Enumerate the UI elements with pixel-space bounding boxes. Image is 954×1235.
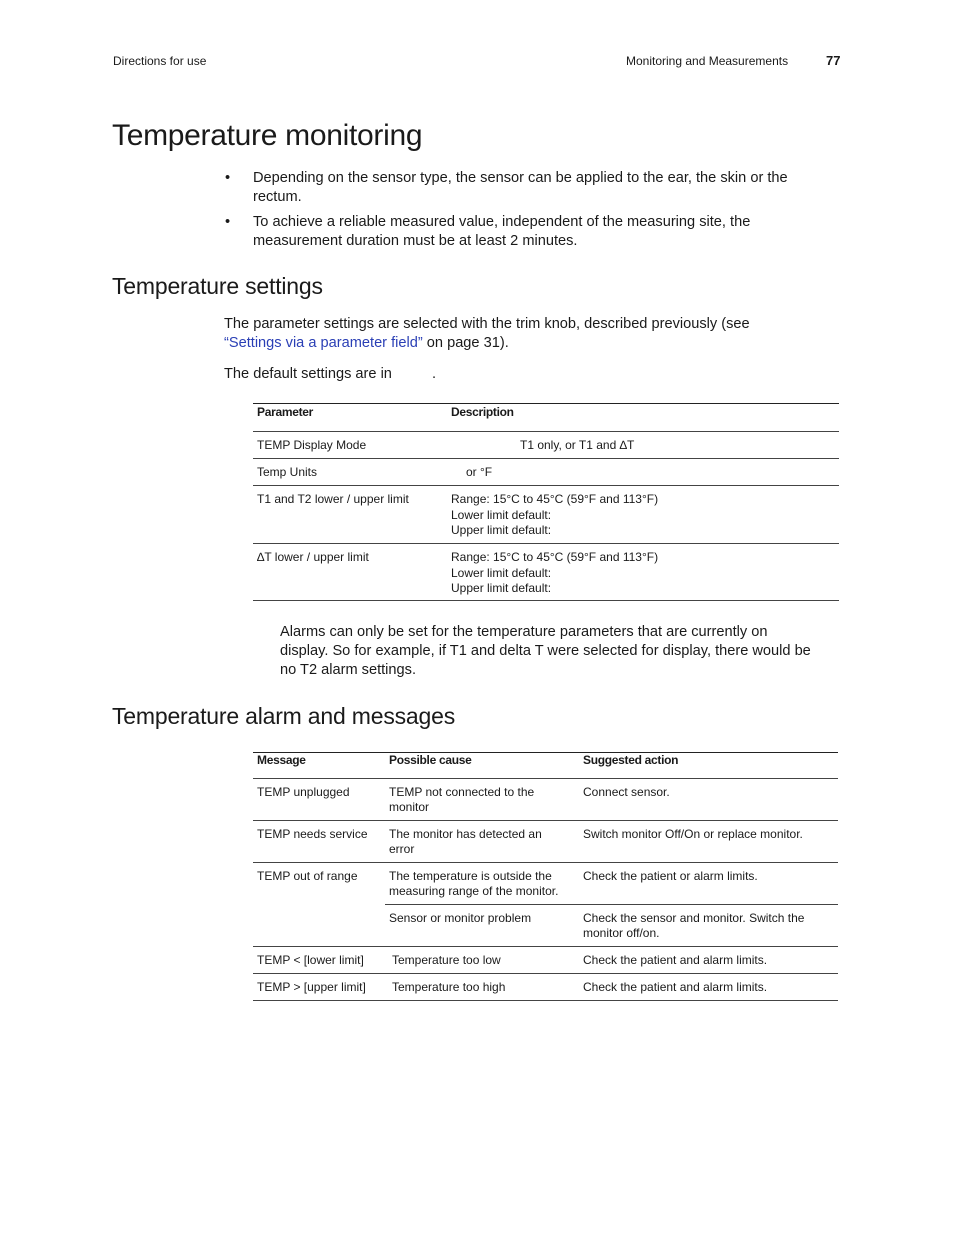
message-cell: TEMP unplugged [253, 779, 385, 821]
table-row [253, 779, 838, 821]
action-line: Switch monitor Off/On or replace monitor. [583, 827, 803, 841]
cause-cell [385, 974, 579, 1001]
desc-line: T1 only, or T1 and ∆T [520, 438, 635, 452]
col-header-parameter: Parameter [253, 404, 447, 432]
page-number: 77 [826, 53, 841, 68]
note-line: no T2 alarm settings. [280, 662, 417, 678]
table-row [253, 459, 839, 486]
desc-cell [447, 459, 839, 486]
table-row [253, 974, 838, 1001]
intro-rest: on page 31). [422, 335, 509, 351]
desc-cell [447, 486, 839, 544]
desc-cell [447, 544, 839, 601]
cause-line: TEMP not connected to the [389, 785, 535, 799]
bullet-line: measurement duration must be at least 2 minutes. [253, 233, 578, 249]
desc-cell [447, 432, 839, 459]
param-cell: Temp Units [253, 459, 447, 486]
cause-line: Temperature too high [392, 980, 506, 994]
desc-line: Range: 15°C to 45°C (59°F and 113°F) [451, 550, 659, 564]
cause-line: Sensor or monitor problem [389, 911, 532, 925]
intro-line-2 [224, 334, 844, 353]
cause-cell [385, 905, 579, 947]
param-cell: T1 and T2 lower / upper limit [253, 486, 447, 544]
action-line: Check the patient or alarm limits. [583, 869, 758, 883]
intro-line: The parameter settings are selected with the trim knob, described previously (see [224, 316, 750, 332]
param-cell: ∆T lower / upper limit [253, 544, 447, 601]
action-cell [579, 947, 838, 974]
settings-intro [224, 315, 844, 353]
col-header-action: Suggested action [579, 753, 838, 779]
message-cell: TEMP needs service [253, 821, 385, 863]
bullet-icon: • [225, 214, 231, 230]
action-line: monitor off/on. [583, 926, 660, 940]
running-header-left: Directions for use [113, 54, 207, 68]
section-heading-alarms: Temperature alarm and messages [112, 703, 455, 729]
cause-cell [385, 779, 579, 821]
note-line: Alarms can only be set for the temperature parameters that are currently on [280, 624, 768, 640]
table-row [253, 486, 839, 544]
section-heading-settings: Temperature settings [112, 273, 323, 299]
action-cell [579, 863, 838, 905]
bullet-line: rectum. [253, 189, 302, 205]
running-header-section: Monitoring and Measurements [626, 54, 789, 68]
message-cell: TEMP > [upper limit] [253, 974, 385, 1001]
bullet-line: Depending on the sensor type, the sensor can be applied to the ear, the skin or the [253, 170, 788, 186]
param-cell: TEMP Display Mode [253, 432, 447, 459]
cause-cell [385, 863, 579, 905]
table-header-row [253, 753, 838, 779]
defaults-period: . [432, 366, 437, 382]
defaults-line [224, 365, 436, 384]
action-line: Check the patient and alarm limits. [583, 953, 768, 967]
col-header-cause: Possible cause [385, 753, 579, 779]
settings-table [253, 403, 839, 601]
action-cell [579, 974, 838, 1001]
cause-line: error [389, 842, 415, 856]
bullet-icon: • [225, 170, 231, 186]
table-row [253, 432, 839, 459]
col-header-message: Message [253, 753, 385, 779]
cause-line: monitor [389, 800, 430, 814]
alarm-table [253, 752, 838, 1001]
settings-link[interactable]: “Settings via a parameter field” [224, 335, 423, 351]
bullet-line: To achieve a reliable measured value, independent of the measuring site, the [253, 214, 751, 230]
message-cell: TEMP < [lower limit] [253, 947, 385, 974]
desc-line: or °F [466, 465, 493, 479]
col-header-description: Description [447, 404, 839, 432]
action-line: Check the patient and alarm limits. [583, 980, 768, 994]
bullet-item [225, 213, 853, 251]
note-line: display. So for example, if T1 and delta T were selected for display, there would be [280, 643, 811, 659]
table-row [253, 947, 838, 974]
action-cell [579, 821, 838, 863]
defaults-text: The default settings are in [224, 366, 392, 382]
table-row [253, 821, 838, 863]
table-row [253, 544, 839, 601]
cause-cell [385, 821, 579, 863]
action-cell [579, 905, 838, 947]
desc-line: Range: 15°C to 45°C (59°F and 113°F) [451, 492, 659, 506]
desc-line: Upper limit default: [451, 581, 552, 595]
desc-line: Lower limit default: [451, 565, 552, 580]
alarm-note [280, 623, 850, 680]
cause-cell [385, 947, 579, 974]
bullet-item [225, 169, 853, 207]
cause-line: The monitor has detected an [389, 827, 542, 841]
action-line: Connect sensor. [583, 785, 670, 799]
desc-line: Lower limit default: [451, 507, 552, 522]
message-cell: TEMP out of range [253, 863, 385, 947]
action-cell [579, 779, 838, 821]
table-header-row [253, 404, 839, 432]
action-line: Check the sensor and monitor. Switch the [583, 911, 805, 925]
table-row [253, 863, 838, 905]
cause-line: measuring range of the monitor. [389, 884, 559, 898]
cause-line: Temperature too low [392, 953, 501, 967]
desc-line: Upper limit default: [451, 523, 552, 537]
page-title: Temperature monitoring [112, 119, 423, 152]
cause-line: The temperature is outside the [389, 869, 552, 883]
